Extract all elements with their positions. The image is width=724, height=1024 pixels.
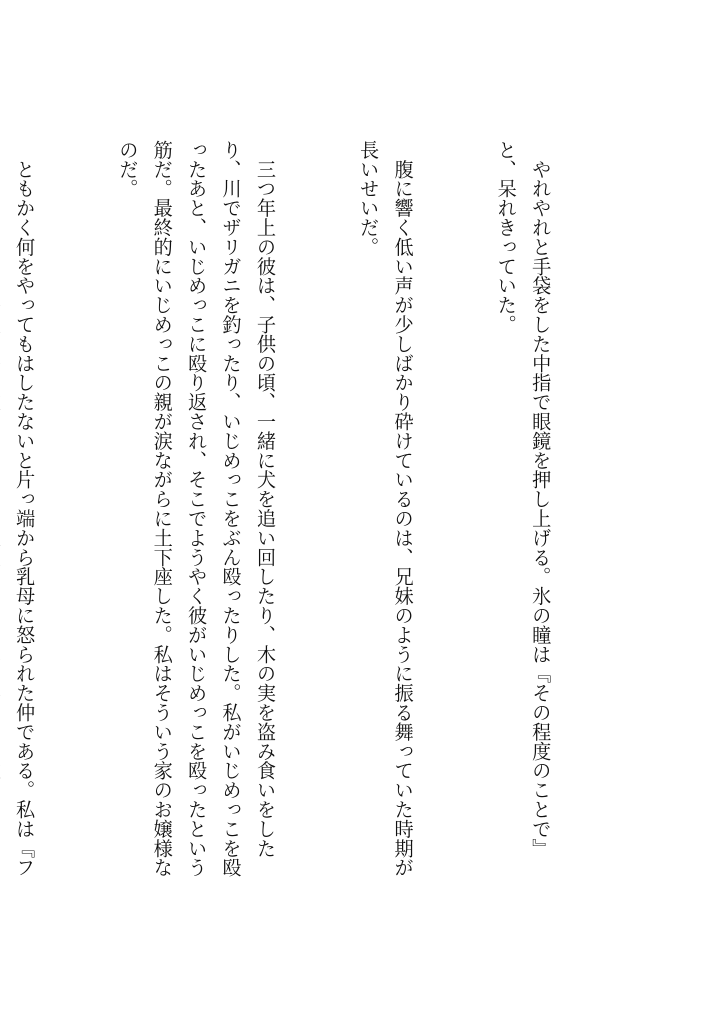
- paragraph-4: ともかく何をやってもはしたないと片っ端から乳母に怒られた仲である。私は『フ: [13, 159, 37, 878]
- paragraph-2: 腹に響く低い声が少しばかり砕けているのは、兄妹のように振る舞っていた時期が長いせいだ。: [357, 140, 415, 878]
- vertical-text-body: [0, 140, 626, 880]
- paragraph-1: やれやれと手袋をした中指で眼鏡を押し上げる。氷の瞳は『その程度のことで』と、呆れきっていた。: [494, 140, 553, 858]
- paragraph-3: 三つ年上の彼は、子供の頃、一緒に犬を追い回したり、木の実を盗み食いをしたり、川でザリガニを釣ったり、いじめっこをぶん殴ったりした。私がいじめっこを殴ったあと、いじめっこに殴り返され、そこでようやく彼がいじめっこを殴ったという筋だ。最終的にいじめっこの親が涙ながらに土下座した。私はそういう家のお嬢様なのだ。: [116, 140, 277, 878]
